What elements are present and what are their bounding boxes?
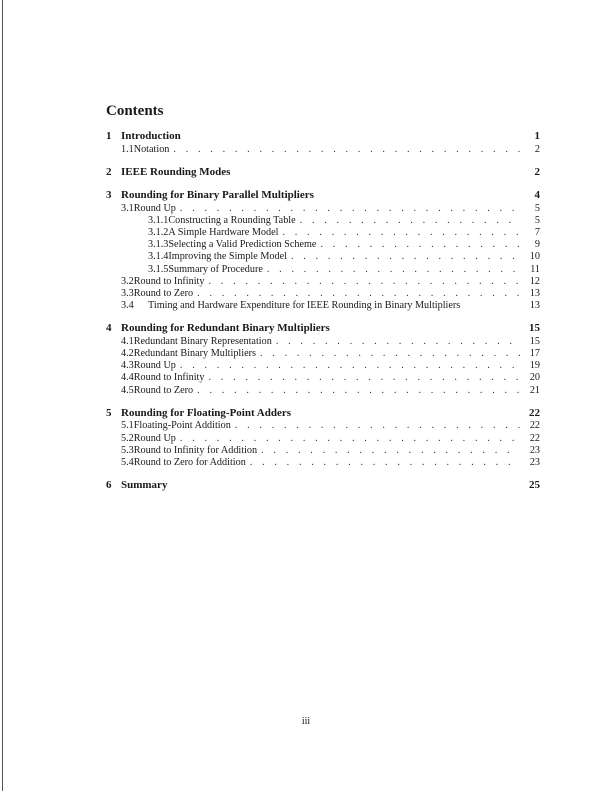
dot-leader (261, 445, 520, 457)
dot-leader (197, 288, 520, 300)
toc-chapter-row[interactable] (106, 407, 540, 421)
page-ref: 5 (534, 214, 540, 226)
toc-entry-row[interactable] (106, 360, 540, 372)
section-title: Round Up (133, 360, 176, 372)
toc-entry-row[interactable] (106, 445, 540, 457)
toc-chapter-1 (106, 130, 540, 156)
dot-leader (282, 227, 520, 239)
dot-leader (180, 433, 520, 445)
toc-chapter-2 (106, 166, 540, 180)
subsection-title: Constructing a Rounding Table (168, 214, 296, 226)
section-title: Round Up (133, 202, 176, 214)
toc-entry-row[interactable] (106, 300, 540, 312)
page-ref: 9 (534, 239, 540, 251)
dot-leader (208, 372, 520, 384)
page-ref: 5 (534, 202, 540, 214)
page-ref: 11 (530, 263, 540, 275)
page-ref: 15 (529, 322, 540, 335)
toc-entry-row[interactable] (106, 288, 540, 300)
subsection-title: Summary of Procedure (168, 263, 263, 275)
toc-entry-row[interactable] (106, 348, 540, 360)
dot-leader (173, 144, 520, 156)
toc-entry-row[interactable] (106, 372, 540, 384)
section-title: Round to Infinity (133, 372, 205, 384)
toc-chapter-row[interactable] (106, 166, 540, 180)
section-title: Round to Zero for Addition (133, 456, 246, 468)
chapter-title: Rounding for Binary Parallel Multipliers (121, 189, 314, 202)
toc-entry-row[interactable] (106, 336, 540, 348)
page-ref: 1 (534, 130, 540, 142)
chapter-title: Rounding for Redundant Binary Multipliers (121, 322, 330, 335)
subsection-number: 3.1.5 (148, 263, 169, 275)
section-title: Redundant Binary Multipliers (133, 348, 256, 360)
toc-chapter-5 (106, 407, 540, 469)
page-ref: 17 (529, 348, 540, 360)
chapter-number: 4 (106, 322, 112, 335)
page-ref: 12 (529, 275, 540, 287)
section-number: 4.5 (121, 384, 134, 396)
subsection-number: 3.1.1 (148, 214, 169, 226)
dot-leader (180, 203, 520, 215)
section-number: 3.2 (121, 275, 134, 287)
toc-chapter-row[interactable] (106, 479, 540, 493)
dot-leader (320, 239, 520, 251)
section-number: 3.4 (121, 300, 134, 312)
page-ref: 2 (534, 143, 540, 155)
section-number: 1.1 (121, 143, 134, 155)
section-title: Floating-Point Addition (133, 420, 231, 432)
chapter-title: Introduction (121, 130, 181, 142)
toc-entry-row[interactable] (106, 239, 540, 251)
dot-leader (208, 276, 520, 288)
section-number: 5.1 (121, 420, 134, 432)
dot-leader (197, 385, 520, 397)
dot-leader (250, 457, 520, 469)
page-ref: 23 (529, 444, 540, 456)
page-ref: 13 (529, 300, 540, 312)
page-ref: 25 (529, 479, 540, 492)
page-ref: 22 (529, 406, 540, 419)
section-number: 5.4 (121, 456, 134, 468)
toc-entry-row[interactable] (106, 144, 540, 156)
section-title: Redundant Binary Representation (133, 335, 272, 347)
toc-entry-row[interactable] (106, 276, 540, 288)
page-ref: 10 (529, 251, 540, 263)
page-edge-line (2, 0, 3, 791)
toc-entry-row[interactable] (106, 457, 540, 469)
chapter-title: Summary (121, 479, 168, 492)
toc-entry-row[interactable] (106, 264, 540, 276)
subsection-number: 3.1.3 (148, 239, 169, 251)
page-ref: 4 (534, 189, 540, 202)
subsection-title: Selecting a Valid Prediction Scheme (168, 239, 317, 251)
page-ref: 23 (529, 456, 540, 468)
toc-entry-row[interactable] (106, 215, 540, 227)
toc-chapter-row[interactable] (106, 130, 540, 144)
page-ref: 13 (529, 288, 540, 299)
toc-entry-row[interactable] (106, 203, 540, 215)
dot-leader (180, 360, 520, 372)
section-number: 4.3 (121, 360, 134, 372)
section-title: Timing and Hardware Expenditure for IEEE Rounding in Binary Multipliers (148, 300, 461, 312)
page-ref: 22 (529, 432, 540, 444)
page-ref: 2 (534, 165, 540, 178)
toc-chapter-4 (106, 322, 540, 396)
section-number: 4.2 (121, 348, 134, 360)
chapter-number: 6 (106, 479, 112, 492)
toc-entry-row[interactable] (106, 227, 540, 239)
subsection-title: Improving the Simple Model (168, 251, 287, 263)
toc-chapter-3 (106, 189, 540, 312)
page-ref: 19 (529, 360, 540, 372)
dot-leader (300, 215, 520, 227)
subsection-number: 3.1.4 (148, 251, 169, 263)
section-number: 4.4 (121, 372, 134, 384)
section-number: 3.3 (121, 288, 134, 299)
section-title: Round to Zero (133, 288, 194, 299)
chapter-number: 2 (106, 165, 112, 178)
dot-leader (291, 251, 520, 263)
toc-chapter-row[interactable] (106, 189, 540, 203)
subsection-number: 3.1.2 (148, 227, 169, 239)
dot-leader (260, 348, 520, 360)
section-title: Round to Infinity (133, 275, 205, 287)
section-title: Round Up (133, 432, 176, 444)
toc-chapter-6 (106, 479, 540, 493)
chapter-title: IEEE Rounding Modes (121, 165, 231, 178)
page-ref: 7 (534, 227, 540, 239)
section-title: Round to Infinity for Addition (133, 444, 258, 456)
section-number: 4.1 (121, 335, 134, 347)
toc-chapter-row[interactable] (106, 322, 540, 336)
dot-leader (276, 336, 520, 348)
page-ref: 15 (529, 335, 540, 347)
chapter-number: 1 (106, 130, 112, 142)
toc-entry-row[interactable] (106, 433, 540, 445)
table-of-contents (106, 130, 540, 503)
section-title: Notation (133, 143, 170, 155)
chapter-number: 5 (106, 406, 112, 419)
section-title: Round to Zero (133, 384, 194, 396)
page-ref: 22 (529, 420, 540, 432)
toc-entry-row[interactable] (106, 251, 540, 263)
dot-leader (235, 420, 520, 432)
page-ref: 21 (529, 384, 540, 396)
page-number: iii (301, 716, 311, 727)
section-number: 3.1 (121, 202, 134, 214)
page-ref: 20 (529, 372, 540, 384)
contents-heading: Contents (106, 103, 164, 119)
dot-leader (267, 264, 520, 276)
chapter-title: Rounding for Floating-Point Adders (121, 406, 292, 419)
toc-entry-row[interactable] (106, 420, 540, 432)
subsection-title: A Simple Hardware Model (168, 227, 279, 239)
section-number: 5.3 (121, 444, 134, 456)
toc-entry-row[interactable] (106, 385, 540, 397)
chapter-number: 3 (106, 189, 112, 202)
section-number: 5.2 (121, 432, 134, 444)
